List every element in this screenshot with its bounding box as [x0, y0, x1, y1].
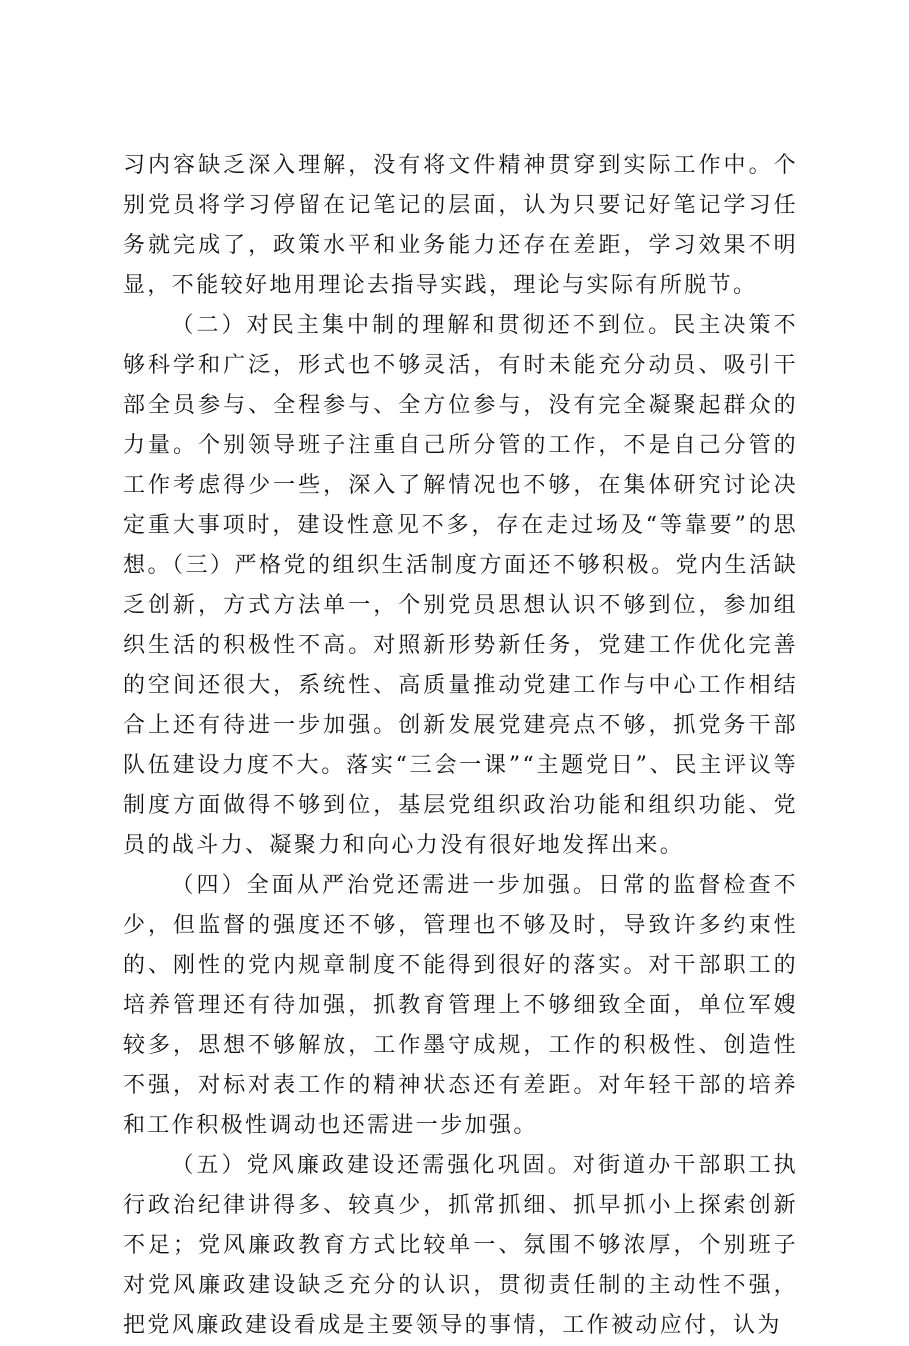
paragraph-section-4: （四）全面从严治党还需进一步加强。日常的监督检查不少，但监督的强度还不够，管理也不够及时，导致许多约束性的、刚性的党内规章制度不能得到很好的落实。对干部职工的培养管理还有待加强，抓教育管理上不够细致全面，单位军嫂较多，思想不够解放，工作墨守成规，工作的积极性、创造性不强，对标对表工作的精神状态还有差距。对年轻干部的培养和工作积极性调动也还需进一步加强。 — [123, 873, 798, 1138]
paragraph-continued: 习内容缺乏深入理解，没有将文件精神贯穿到实际工作中。个别党员将学习停留在记笔记的层面，认为只要记好笔记学习任务就完成了，政策水平和业务能力还存在差距，学习效果不明显，不能较好地用理论去指导实践，理论与实际有所脱节。 — [123, 153, 798, 298]
paragraph-section-2-3: （二）对民主集中制的理解和贯彻还不到位。民主决策不够科学和广泛，形式也不够灵活，有时未能充分动员、吸引干部全员参与、全程参与、全方位参与，没有完全凝聚起群众的力量。个别领导班子注重自己所分管的工作，不是自己分管的工作考虑得少一些，深入了解情况也不够，在集体研究讨论决定重大事项时，建设性意见不多，存在走过场及“等靠要”的思想。（三）严格党的组织生活制度方面还不够积极。党内生活缺乏创新，方式方法单一，个别党员思想认识不够到位，参加组织生活的积极性不高。对照新形势新任务，党建工作优化完善的空间还很大，系统性、高质量推动党建工作与中心工作相结合上还有待进一步加强。创新发展党建亮点不够，抓党务干部队伍建设力度不大。落实“三会一课”“主题党日”、民主评议等制度方面做得不够到位，基层党组织政治功能和组织功能、党员的战斗力、凝聚力和向心力没有很好地发挥出来。 — [123, 313, 798, 858]
paragraph-section-5: （五）党风廉政建设还需强化巩固。对街道办干部职工执行政治纪律讲得多、较真少，抓常抓细、抓早抓小上探索创新不足；党风廉政教育方式比较单一、氛围不够浓厚，个别班子对党风廉政建设缺乏充分的认识，贯彻责任制的主动性不强，把党风廉政建设看成是主要领导的事情，工作被动应付，认为 — [123, 1153, 798, 1338]
document-body — [123, 146, 798, 1346]
